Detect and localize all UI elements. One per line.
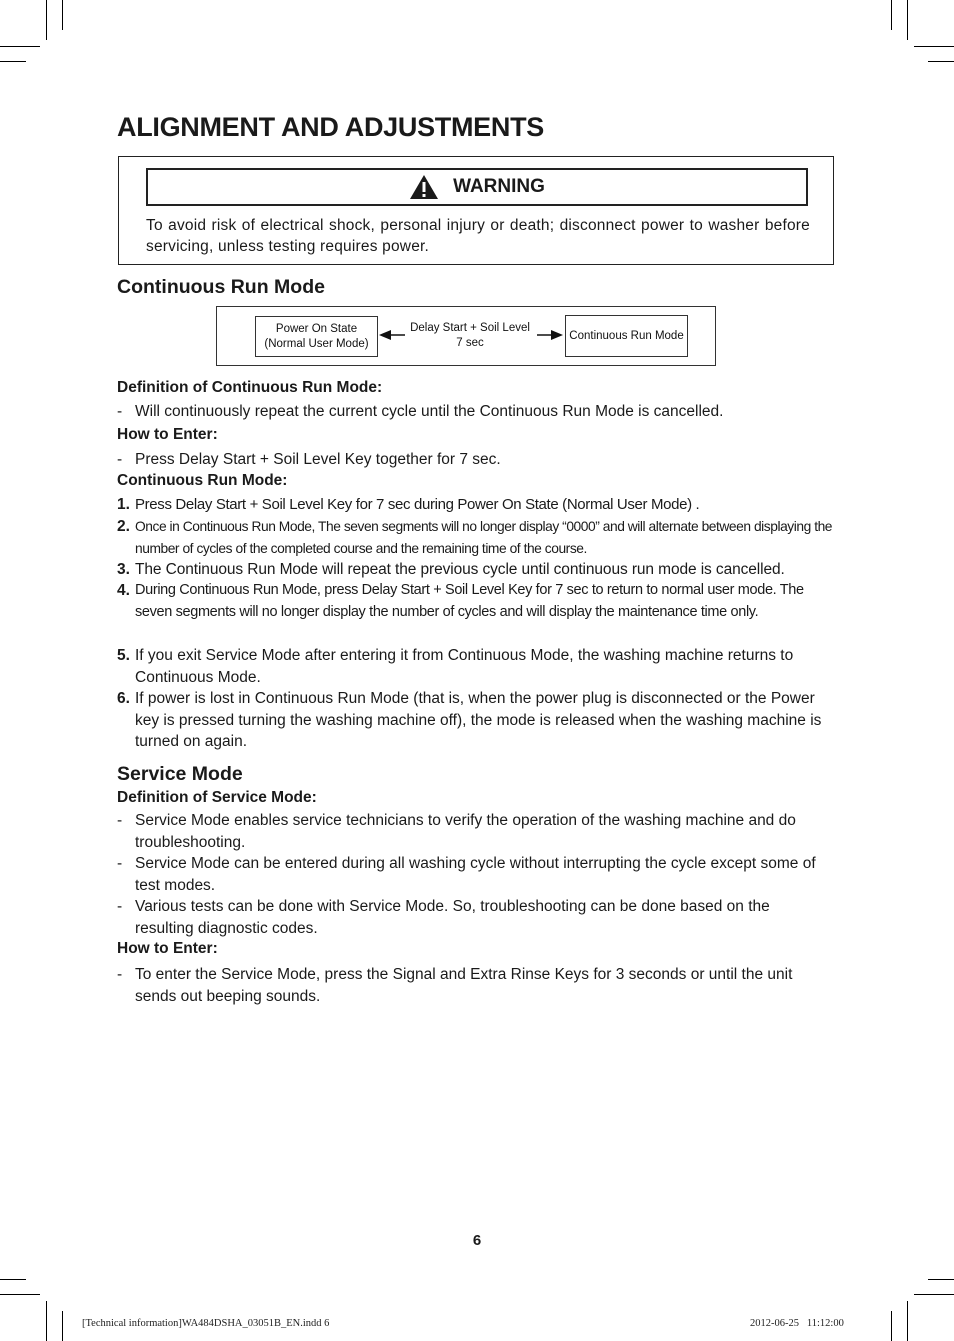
definition-label: Definition of Service Mode: (117, 789, 317, 806)
page-title: ALIGNMENT AND ADJUSTMENTS (117, 112, 544, 142)
crop-mark (928, 1279, 954, 1280)
warning-triangle-icon (409, 174, 439, 200)
footer-file-name: [Technical information]WA484DSHA_03051B_EN.indd 6 (82, 1318, 330, 1329)
warning-header (146, 168, 808, 206)
list-item-text: Press Delay Start + Soil Level Key together for 7 sec. (135, 451, 501, 468)
crop-mark (891, 1311, 892, 1341)
crop-mark (46, 0, 47, 40)
list-item (117, 810, 837, 853)
list-item-text: To enter the Service Mode, press the Signal and Extra Rinse Keys for 3 seconds or until the unit sends out beeping sounds. (135, 966, 793, 1005)
list-item (117, 964, 837, 1007)
diagram-label: Continuous Run Mode (569, 329, 684, 342)
crop-mark (0, 61, 26, 62)
crop-mark (46, 1301, 47, 1341)
step-text: Press Delay Start + Soil Level Key for 7 sec during Power On State (Normal User Mode) . (135, 496, 700, 513)
numbered-step (117, 559, 837, 581)
numbered-step (117, 645, 837, 688)
definition-label: Definition of Continuous Run Mode: (117, 379, 383, 396)
warning-box (118, 156, 834, 265)
step-text: During Continuous Run Mode, press Delay Start + Soil Level Key for 7 sec to return to normal user mode. The seven segments will no longer display the number of cycles and will display the maintenance time only. (135, 582, 804, 620)
bullet-dash: - (117, 855, 123, 872)
crop-mark (928, 61, 954, 62)
how-to-enter-label: How to Enter: (117, 426, 218, 443)
diagram-label: Delay Start + Soil Level (410, 322, 530, 334)
how-to-enter-label: How to Enter: (117, 940, 218, 957)
crop-mark (62, 1311, 63, 1341)
diagram-label: (Normal User Mode) (264, 337, 369, 350)
numbered-step (117, 688, 837, 753)
flow-diagram (216, 306, 716, 366)
crop-mark (0, 1279, 26, 1280)
step-text: If power is lost in Continuous Run Mode (that is, when the power plug is disconnected or the Power key is pressed turning the washing machine off), the mode is released when the washing machine is turned on again. (135, 690, 822, 750)
diagram-label: 7 sec (456, 337, 484, 349)
bullet-dash: - (117, 812, 123, 829)
list-item-text: Will continuously repeat the current cycle until the Continuous Run Mode is cancelled. (135, 403, 724, 420)
list-item-text: Various tests can be done with Service Mode. So, troubleshooting can be done based on the resulting diagnostic codes. (135, 898, 770, 937)
section-heading-continuous-run-mode: Continuous Run Mode (117, 276, 325, 298)
bullet-dash: - (117, 403, 123, 420)
numbered-step (117, 580, 837, 623)
warning-text: To avoid risk of electrical shock, personal injury or death; disconnect power to washer before servicing, unless testing requires power. (146, 217, 810, 255)
numbered-step (117, 494, 837, 516)
warning-label: WARNING (453, 176, 545, 197)
crop-mark (907, 1301, 908, 1341)
crop-mark (0, 46, 40, 47)
diagram-box-continuous-run-mode (565, 315, 688, 357)
page-number: 6 (472, 1232, 482, 1249)
diagram-transition-label (400, 321, 540, 351)
bullet-dash: - (117, 966, 123, 983)
crop-mark (891, 0, 892, 30)
step-text: The Continuous Run Mode will repeat the previous cycle until continuous run mode is cancelled. (135, 561, 785, 578)
continuous-run-mode-label: Continuous Run Mode: (117, 472, 288, 489)
step-number: 6. (117, 690, 130, 707)
diagram-box-power-on-state (255, 316, 378, 357)
step-text: Once in Continuous Run Mode, The seven segments will no longer display “0000” and will alternate between displaying the number of cycles of the completed course and the remaining time of the course. (135, 519, 833, 556)
step-text: If you exit Service Mode after entering it from Continuous Mode, the washing machine returns to Continuous Mode. (135, 647, 794, 686)
list-item (117, 449, 837, 471)
list-item (117, 853, 837, 896)
crop-mark (0, 1294, 40, 1295)
step-number: 4. (117, 582, 130, 599)
step-number: 1. (117, 496, 130, 513)
list-item-text: Service Mode enables service technicians to verify the operation of the washing machine and do troubleshooting. (135, 812, 796, 851)
list-item-text: Service Mode can be entered during all washing cycle without interrupting the cycle except some of test modes. (135, 855, 816, 894)
diagram-label: Power On State (275, 322, 358, 335)
step-number: 3. (117, 561, 130, 578)
crop-mark (914, 1294, 954, 1295)
crop-mark (914, 46, 954, 47)
list-item (117, 401, 837, 423)
list-item (117, 896, 837, 939)
section-heading-service-mode: Service Mode (117, 763, 243, 785)
bullet-dash: - (117, 898, 123, 915)
crop-mark (62, 0, 63, 30)
step-number: 5. (117, 647, 130, 664)
footer-timestamp: 2012-06-25 11:12:00 (750, 1318, 844, 1329)
step-number: 2. (117, 518, 130, 535)
numbered-step (117, 516, 837, 559)
bullet-dash: - (117, 451, 123, 468)
crop-mark (907, 0, 908, 40)
